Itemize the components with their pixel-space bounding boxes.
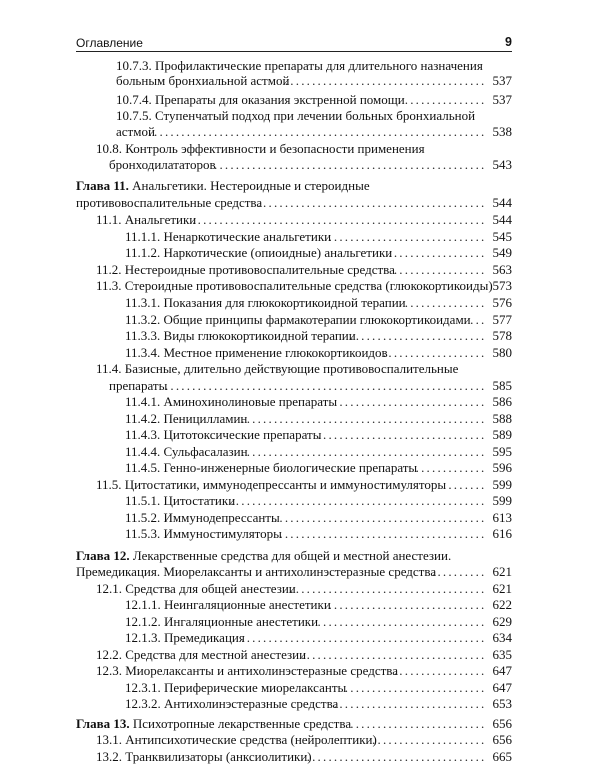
dot-leader: .......... (432, 564, 487, 579)
entry-page-number: 647 (492, 680, 512, 695)
toc-entry-11-3-2[interactable] (125, 312, 512, 328)
dot-leader: .......................................... (257, 195, 487, 210)
toc-entry-11-5-2[interactable] (125, 510, 512, 526)
dot-leader: ............................................. (241, 411, 487, 426)
dot-leader: ...................................................... (192, 212, 487, 227)
entry-text (125, 229, 331, 245)
chapter-11[interactable] (76, 195, 512, 211)
entry-title: 11.1.1. Ненаркотические анальгетики (125, 229, 332, 244)
dot-leader: ............................................. (241, 630, 487, 645)
entry-page-number: 599 (492, 477, 512, 492)
toc-entry-12-1-3[interactable] (125, 630, 512, 646)
entry-text (96, 477, 446, 493)
entry-text (125, 245, 392, 261)
dot-leader: .................................. (301, 647, 487, 662)
entry-page-number: 622 (492, 597, 512, 612)
entry-text (125, 312, 471, 328)
entry-title: 12.3.2. Антихолинэстеразные средства (125, 696, 339, 711)
entry-text (125, 394, 337, 410)
dot-leader: .......................... (344, 680, 487, 695)
dot-leader: ............................ (333, 394, 487, 409)
entry-page-number: 665 (492, 749, 512, 764)
dot-leader: ............... (404, 92, 487, 107)
entry-page-number: 538 (492, 124, 512, 139)
entry-page-number: 577 (492, 312, 512, 327)
entry-text (125, 680, 346, 696)
entry-page-number: 549 (492, 245, 512, 260)
entry-text: 10.7.3. Профилактические препараты для длительного назначения (116, 58, 483, 73)
toc-entry-12-1-1[interactable] (125, 597, 512, 613)
entry-page-number: 545 (492, 229, 512, 244)
chapter-12-line (76, 548, 451, 564)
entry-page-number: 629 (492, 614, 512, 629)
dot-leader: .................................... (290, 581, 487, 596)
entry-text (125, 345, 388, 361)
toc-entry-12-3-1[interactable] (125, 680, 512, 696)
entry-text (125, 597, 331, 613)
toc-entry-12-1-2[interactable] (125, 614, 512, 630)
entry-text: 11.4. Базисные, длительно действующие противовоспалительные (96, 361, 459, 376)
entry-page-number: 544 (492, 195, 512, 210)
entry-text (96, 581, 296, 597)
chapter-label: Глава 11. (76, 178, 129, 193)
entry-title: 12.1. Средства для общей анестезии (96, 581, 296, 596)
toc-entry-12-1[interactable] (96, 581, 512, 597)
entry-text (109, 157, 216, 173)
entry-title: 11.4.2. Пеницилламин (125, 411, 248, 426)
entry-page-number: 580 (492, 345, 512, 360)
entry-title: 11.1.2. Наркотические (опиоидные) анальгетики (125, 245, 393, 260)
entry-page-number: 599 (492, 493, 512, 508)
entry-page-number: 563 (492, 262, 512, 277)
toc-entry-13-1[interactable] (96, 732, 512, 748)
entry-title: противовоспалительные средства (76, 195, 263, 210)
dot-leader: ......................... (350, 328, 487, 343)
entry-page-number: 576 (492, 295, 512, 310)
entry-text (76, 716, 351, 732)
toc-entry-11-3-3[interactable] (125, 328, 512, 344)
entry-page-number: 585 (492, 378, 512, 393)
entry-title: бронходилататоров (109, 157, 216, 172)
entry-title: 11.3.4. Местное применение глюкокортикоидов (125, 345, 388, 360)
entry-title: 11.5.3. Иммуностимуляторы (125, 526, 282, 541)
entry-page-number: 578 (492, 328, 512, 343)
dot-leader: ............................................. (241, 444, 487, 459)
toc-entry-11-1-1[interactable] (125, 229, 512, 245)
entry-page-number: 595 (492, 444, 512, 459)
dot-leader: ............... (404, 295, 487, 310)
entry-title: 11.3.1. Показания для глюкокортикоидной терапии (125, 295, 406, 310)
dot-leader: .............................................................. (148, 124, 487, 139)
entry-text (125, 460, 417, 476)
entry-title: 12.2. Средства для местной анестезии (96, 647, 307, 662)
entry-page-number: 544 (492, 212, 512, 227)
entry-title: 11.1. Анальгетики (96, 212, 197, 227)
entry-page-number: 635 (492, 647, 512, 662)
entry-text: Лекарственные средства для общей и местной анестезии. (129, 548, 452, 563)
entry-title: больным бронхиальной астмой (116, 73, 290, 88)
dot-leader: ......................... (350, 716, 487, 731)
entry-text (96, 732, 377, 748)
entry-text (125, 493, 235, 509)
entry-title: 11.5. Цитостатики, иммунодепрессанты и иммуностимуляторы (96, 477, 447, 492)
toc-entry-10-7-3-line (116, 58, 483, 74)
entry-page-number: 621 (492, 581, 512, 596)
entry-title: 12.1.2. Ингаляционные анестетики (125, 614, 319, 629)
entry-title: 12.1.3. Премедикация (125, 630, 245, 645)
entry-text (76, 195, 262, 211)
entry-title: препараты (109, 378, 168, 393)
entry-text (125, 444, 248, 460)
dot-leader: ............. (415, 460, 487, 475)
dot-leader: ..................................... (284, 73, 487, 88)
entry-title: 13.1. Антипсихотические средства (нейролептики) (96, 732, 377, 747)
entry-text (125, 295, 406, 311)
entry-title: 11.4.1. Аминохинолиновые препараты (125, 394, 338, 409)
dot-leader: ................. (393, 262, 487, 277)
toc-entry-10-8-line (96, 141, 425, 157)
entry-text (125, 526, 282, 542)
entry-title: астмой (116, 124, 155, 139)
toc-entry-11-3-4[interactable] (125, 345, 512, 361)
toc-entry-13-2[interactable] (96, 749, 512, 765)
entry-page-number: 647 (492, 663, 512, 678)
dot-leader: ........ (442, 477, 487, 492)
toc-entry-12-3[interactable] (96, 663, 512, 679)
entry-text (109, 378, 167, 394)
entry-text (116, 92, 405, 108)
entry-title: 11.5.2. Иммунодепрессанты (125, 510, 280, 525)
toc-entry-11-5-3[interactable] (125, 526, 512, 542)
entry-text (96, 262, 395, 278)
entry-page-number: 573 (492, 278, 512, 293)
entry-text (125, 427, 321, 443)
toc-entry-12-3-2[interactable] (125, 696, 512, 712)
dot-leader: ..................... (372, 732, 487, 747)
entry-page-number: 596 (492, 460, 512, 475)
toc-entry-10-7-3[interactable] (116, 73, 512, 89)
toc-entry-11-4-line (96, 361, 458, 377)
dot-leader: .................................................. (214, 157, 487, 172)
toc-entry-11-2[interactable] (96, 262, 512, 278)
entry-page-number: 613 (492, 510, 512, 525)
entry-text (116, 73, 289, 89)
dot-leader: ............................................... (230, 493, 487, 508)
entry-text (125, 411, 247, 427)
entry-title: 11.4.5. Генно-инженерные биологические препараты (125, 460, 418, 475)
entry-page-number: 656 (492, 732, 512, 747)
entry-text (125, 696, 338, 712)
chapter-label: Глава 13. (76, 716, 130, 731)
entry-page-number: 634 (492, 630, 512, 645)
dot-leader: .................. (388, 245, 487, 260)
entry-title: 11.3.2. Общие принципы фармакотерапии глюкокортикоидами (125, 312, 471, 327)
entry-title: 11.3.3. Виды глюкокортикоидной терапии (125, 328, 356, 343)
toc-entry-11-3[interactable] (96, 278, 512, 294)
toc-entry-11-3-1[interactable] (125, 295, 512, 311)
chapter-label: Глава 12. (76, 548, 130, 563)
dot-leader: ...................................... (279, 526, 487, 541)
entry-page-number: 537 (492, 73, 512, 88)
entry-title: 12.3. Миорелаксанты и антихолинэстеразные средства (96, 663, 399, 678)
entry-text (96, 749, 312, 765)
entry-title: 12.1.1. Неингаляционные анестетики (125, 597, 331, 612)
entry-page-number: 537 (492, 92, 512, 107)
dot-leader: ............................ (333, 696, 487, 711)
entry-text (96, 212, 196, 228)
entry-text (125, 510, 280, 526)
entry-text (96, 647, 306, 663)
toc-entry-10-7-4[interactable] (116, 92, 512, 108)
chapter-12[interactable] (76, 564, 512, 580)
dot-leader: ................................. (306, 749, 487, 764)
entry-title: 10.7.4. Препараты для оказания экстренной помощи (116, 92, 405, 107)
header-page-number: 9 (505, 35, 512, 49)
entry-page-number: 586 (492, 394, 512, 409)
entry-text (96, 663, 398, 679)
entry-text: 10.8. Контроль эффективности и безопасности применения (96, 141, 425, 156)
entry-page-number: 656 (492, 716, 512, 731)
entry-text (125, 630, 245, 646)
toc-entry-11-4-2[interactable] (125, 411, 512, 427)
toc-entry-11-4-1[interactable] (125, 394, 512, 410)
toc-entry-11-1[interactable] (96, 212, 512, 228)
toc-entry-11-5-1[interactable] (125, 493, 512, 509)
entry-title: 11.4.3. Цитотоксические препараты (125, 427, 322, 442)
entry-title: 13.2. Транквилизаторы (анксиолитики) (96, 749, 312, 764)
toc-entry-11-4[interactable] (109, 378, 512, 394)
toc-entry-12-2[interactable] (96, 647, 512, 663)
toc-entry-11-4-4[interactable] (125, 444, 512, 460)
toc-entry-11-4-5[interactable] (125, 460, 512, 476)
entry-page-number: 653 (492, 696, 512, 711)
dot-leader: ................. (393, 663, 487, 678)
entry-text (125, 614, 318, 630)
toc-entry-10-8[interactable] (109, 157, 512, 173)
dot-leader: ... (470, 312, 487, 327)
entry-page-number: 543 (492, 157, 512, 172)
entry-title: 11.3. Стероидные противовоспалительные средства (глюкокортикоиды) (96, 278, 493, 293)
entry-title: 11.2. Нестероидные противовоспалительные средства (96, 262, 395, 277)
entry-page-number: 588 (492, 411, 512, 426)
entry-title: 12.3.1. Периферические миорелаксанты (125, 680, 347, 695)
dot-leader: ....................................... (273, 510, 487, 525)
dot-leader: ............................. (328, 229, 487, 244)
toc-entry-11-4-3[interactable] (125, 427, 512, 443)
entry-title: Психотропные лекарственные средства (129, 716, 352, 731)
dot-leader: ................... (382, 345, 487, 360)
entry-title: Премедикация. Миорелаксанты и антихолинэстеразные средства (76, 564, 437, 579)
dot-leader: ........................................................... (164, 378, 487, 393)
toc-entry-11-1-2[interactable] (125, 245, 512, 261)
entry-page-number: 589 (492, 427, 512, 442)
toc-entry-10-7-5[interactable] (116, 124, 512, 140)
entry-text: Анальгетики. Нестероидные и стероидные (128, 178, 370, 193)
header-section-title: Оглавление (76, 36, 143, 50)
dot-leader: ............................... (317, 614, 487, 629)
entry-text (96, 278, 493, 294)
toc-entry-10-7-5-line (116, 108, 475, 124)
toc-entry-11-5[interactable] (96, 477, 512, 493)
entry-page-number: 616 (492, 526, 512, 541)
chapter-11-line (76, 178, 370, 194)
entry-text (76, 564, 436, 580)
dot-leader: ............................... (317, 427, 487, 442)
entry-text: 10.7.5. Ступенчатый подход при лечении больных бронхиальной (116, 108, 476, 123)
entry-page-number: 621 (492, 564, 512, 579)
entry-title: 11.4.4. Сульфасалазин (125, 444, 248, 459)
entry-text (125, 328, 356, 344)
dot-leader: ............................. (328, 597, 487, 612)
chapter-13[interactable] (76, 716, 512, 732)
entry-title: 11.5.1. Цитостатики (125, 493, 236, 508)
